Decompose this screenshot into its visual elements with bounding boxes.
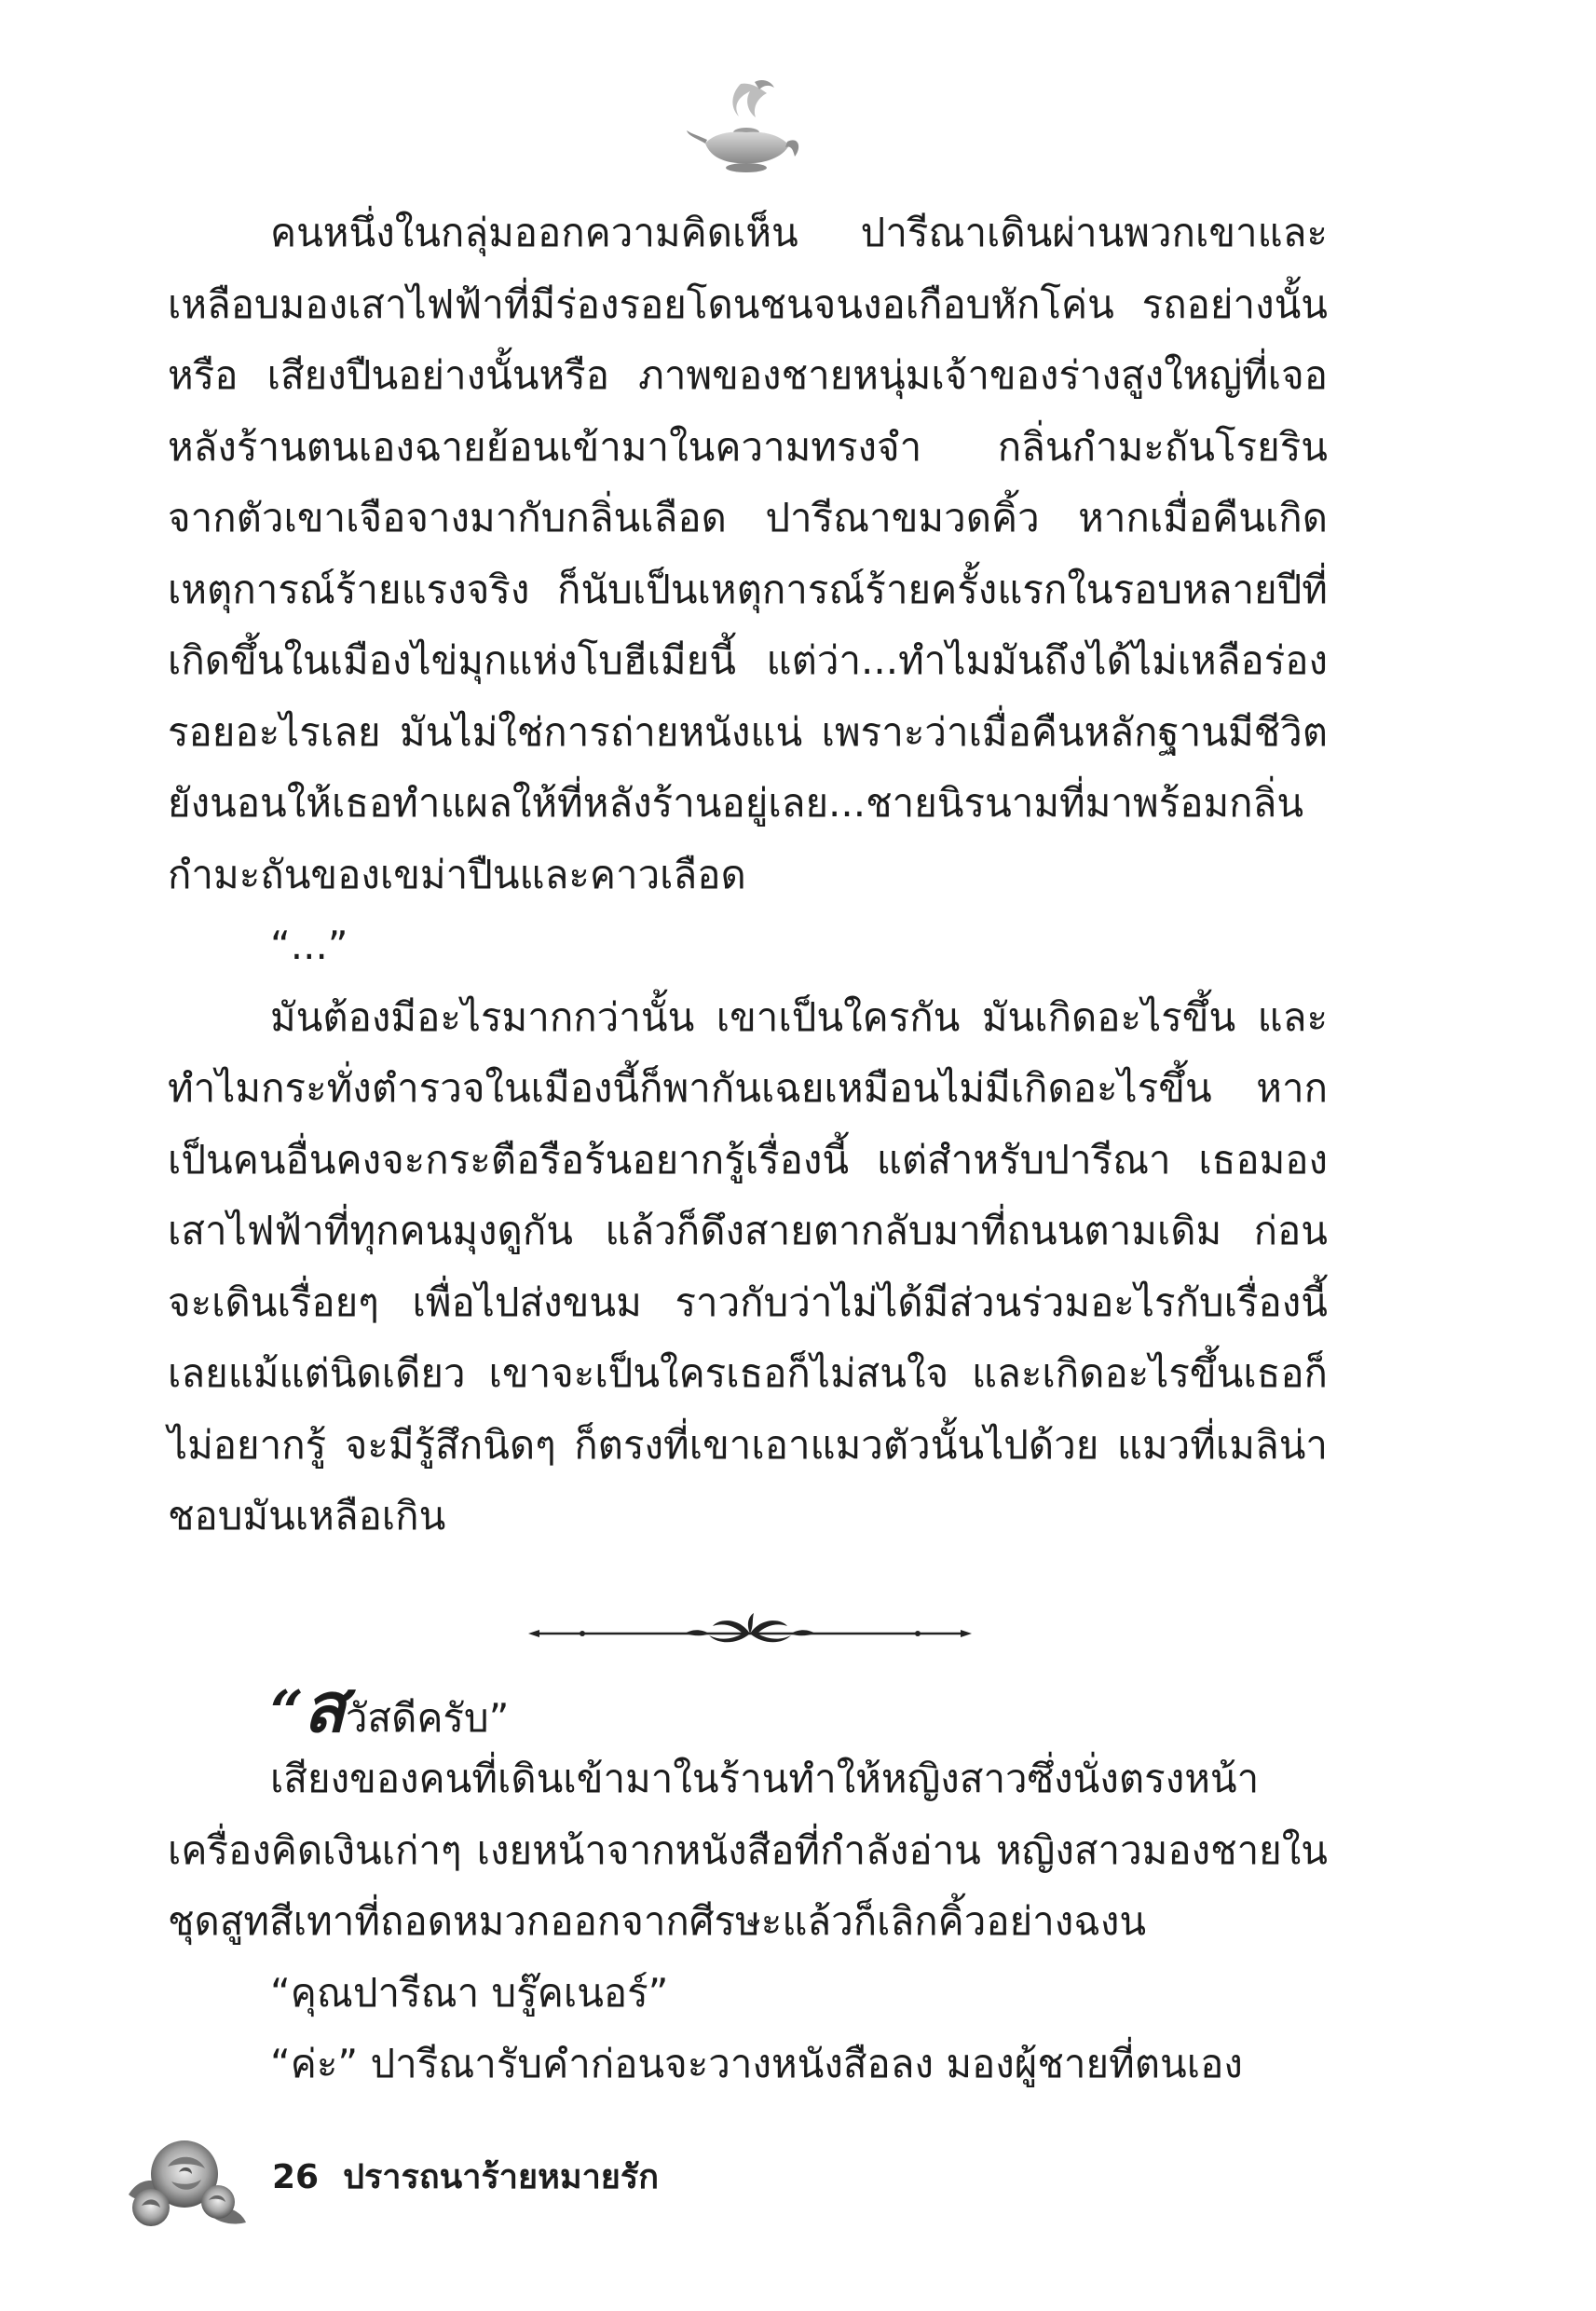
body-text-bottom xyxy=(168,1668,1328,2100)
flourish-divider-icon xyxy=(526,1607,974,1654)
genie-lamp-icon xyxy=(685,75,806,177)
paragraph-dialogue: “ค่ะ” ปารีณารับคำก่อนจะวางหนังสือลง มองผู้ชายที่ตนเอง xyxy=(270,2041,1243,2086)
dropcap-rest: วัสดีครับ” xyxy=(345,1695,510,1741)
dropcap-quote: “ xyxy=(270,1677,304,1745)
page-footer xyxy=(272,2154,659,2201)
paragraph-ellipsis: “...” xyxy=(270,923,348,968)
body-text-top xyxy=(168,198,1328,1552)
dropcap-letter: ส xyxy=(303,1668,346,1748)
book-title: ปรารถนาร้ายหมายรัก xyxy=(343,2158,660,2196)
paragraph: คนหนึ่งในกลุ่มออกความคิดเห็น ปารีณาเดินผ่านพวกเขาและเหลือบมองเสาไฟฟ้าที่มีร่องรอยโดนชนจนงอเกือบหักโค่น รถอย่างนั้นหรือ เสียงปืนอย่างนั้นหรือ ภาพของชายหนุ่มเจ้าของร่างสูงใหญ่ที่เจอหลังร้านตนเองฉายย้อนเข้ามาในความทรงจำ กลิ่นกำมะถันโรยรินจากตัวเขาเจือจางมากับกลิ่นเลือด ปารีณาขมวดคิ้ว หากเมื่อคืนเกิดเหตุการณ์ร้ายแรงจริง ก็นับเป็นเหตุการณ์ร้ายครั้งแรกในรอบหลายปีที่เกิดขึ้นในเมืองไข่มุกแห่งโบฮีเมียนี้ แต่ว่า...ทำไมมันถึงได้ไม่เหลือร่องรอยอะไรเลย มันไม่ใช่การถ่ายหนังแน่ เพราะว่าเมื่อคืนหลักฐานมีชีวิตยังนอนให้เธอทำแผลให้ที่หลังร้านอยู่เลย...ชายนิรนามที่มาพร้อมกลิ่นกำมะถันของเขม่าปืนและคาวเลือด xyxy=(168,210,1328,897)
paragraph: เสียงของคนที่เดินเข้ามาในร้านทำให้หญิงสาวซึ่งนั่งตรงหน้าเครื่องคิดเงินเก่าๆ เงยหน้าจากหนังสือที่กำลังอ่าน หญิงสาวมองชายในชุดสูทสีเทาที่ถอดหมวกออกจากศีรษะแล้วก็เลิกคิ้วอย่างฉงน xyxy=(168,1756,1328,1944)
dropcap-line xyxy=(168,1668,1328,1748)
paragraph-dialogue: “คุณปารีณา บรู๊คเนอร์” xyxy=(270,1969,669,2016)
page-number: 26 xyxy=(272,2158,320,2196)
paragraph: มันต้องมีอะไรมากกว่านั้น เขาเป็นใครกัน มันเกิดอะไรขึ้น และทำไมกระทั่งตำรวจในเมืองนี้ก็พากันเฉยเหมือนไม่มีเกิดอะไรขึ้น หากเป็นคนอื่นคงจะกระตือรือร้นอยากรู้เรื่องนี้ แต่สำหรับปารีณา เธอมองเสาไฟฟ้าที่ทุกคนมุงดูกัน แล้วก็ดึงสายตากลับมาที่ถนนตามเดิม ก่อนจะเดินเรื่อยๆ เพื่อไปส่งขนม ราวกับว่าไม่ได้มีส่วนร่วมอะไรกับเรื่องนี้เลยแม้แต่นิดเดียว เขาจะเป็นใครเธอก็ไม่สนใจ และเกิดอะไรขึ้นเธอก็ไม่อยากรู้ จะมีรู้สึกนิดๆ ก็ตรงที่เขาเอาแมวตัวนั้นไปด้วย แมวที่เมลิน่าชอบมันเหลือเกิน xyxy=(168,993,1328,1538)
rose-icon xyxy=(121,2129,252,2236)
